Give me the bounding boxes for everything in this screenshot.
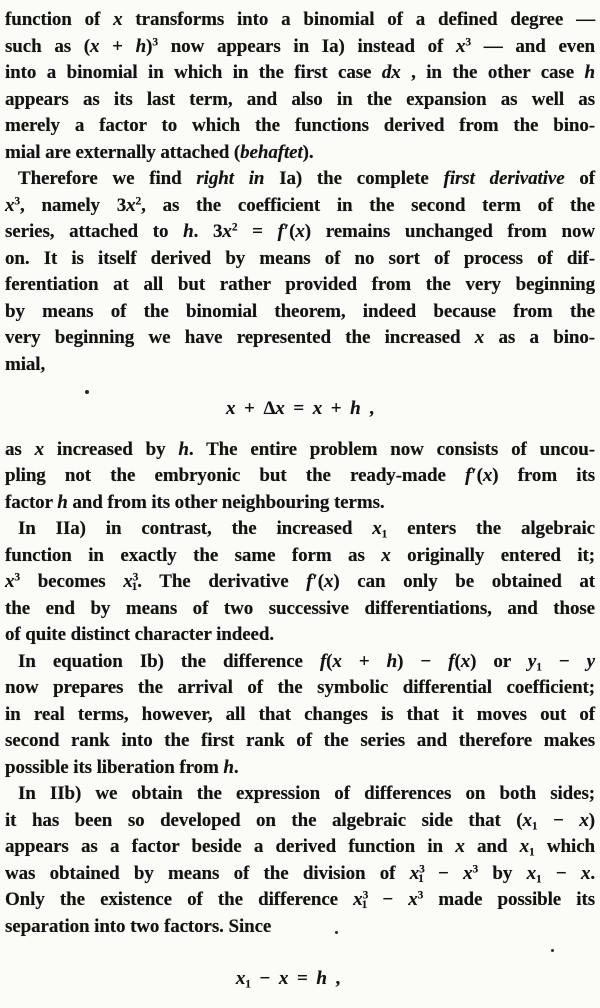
scan-speck <box>335 931 338 934</box>
text-line: mial are externally attached (behaftet). <box>5 141 314 163</box>
text-line: very beginning we have represented the increased x as a bino- <box>5 327 595 348</box>
text-line: pling not the embryonic but the ready-made f′(x) from its <box>5 465 595 486</box>
text-line: of quite distinct character indeed. <box>5 624 274 645</box>
text-line: now prepares the arrival of the symbolic differential coefficient; <box>5 677 595 698</box>
paragraph <box>5 516 595 649</box>
text-line: factor h and from its other neighbouring terms. <box>5 491 385 513</box>
text-line: $x^3$ becomes $x^3_1$. The derivative f′(x) can only be obtained at <box>5 571 595 594</box>
text-line: appears as a factor beside a derived function in x and $x_1$ which <box>5 836 595 859</box>
text-line: In equation Ib) the difference f(x + h) − f(x) or $y_1 - y$ <box>18 650 596 673</box>
text-line: $x^3$, namely $3x^2$, as the coefficient in the second term of the <box>5 194 596 216</box>
text-line: function in exactly the same form as x originally entered it; <box>5 544 595 566</box>
text-line: Therefore we find right in Ia) the complete first derivative of <box>18 168 595 189</box>
text-line: merely a factor to which the functions derived from the bino- <box>5 115 595 136</box>
text-line: on. It is itself derived by means of no sort of process of dif- <box>5 247 595 269</box>
text-line: Only the existence of the difference $x^3_1 - x^3$ made possible its <box>5 889 595 912</box>
text-line: into a binomial in which in the first case dx , in the other case h <box>5 62 595 83</box>
equation: x + Δx = x + h , <box>226 398 374 419</box>
text-line: series, attached to h. $3x^2 = f'(x)$ remains unchanged from now <box>5 221 595 242</box>
equation: $x_1 - x = h$ , <box>235 968 341 991</box>
paragraph <box>5 437 595 517</box>
text-blocks <box>5 7 595 993</box>
text-line: as x increased by h. The entire problem now consists of uncou- <box>5 438 595 460</box>
text-line: by means of the binomial theorem, indeed because from the <box>5 300 595 322</box>
scan-speck <box>85 390 89 394</box>
text-line: the end by means of two successive differentiations, and those <box>5 597 595 619</box>
text-line: second rank into the first rank of the series and therefore makes <box>5 730 595 751</box>
text-line: it has been so developed on the algebraic side that $(x_1 - x)$ <box>5 809 596 832</box>
scan-speck <box>551 949 554 952</box>
text-line: appears as its last term, and also in the expansion as well as <box>5 88 595 110</box>
text-line: ferentiation at all but rather provided from the very beginning <box>5 274 595 295</box>
paragraph <box>5 649 595 782</box>
paragraph <box>5 166 595 378</box>
text-line: possible its liberation from h. <box>5 756 239 778</box>
paragraph <box>5 781 595 940</box>
text-line: In IIb) we obtain the expression of differences on both sides; <box>18 783 595 804</box>
text-line: mial, <box>5 353 46 375</box>
text-line: in real terms, however, all that changes is that it moves out of <box>5 703 595 725</box>
text-line: was obtained by means of the division of $x^3_1 - x^3$ by $x_1 - x$. <box>5 862 596 885</box>
text-line: such as $(x + h)^3$ now appears in Ia) instead of $x^3$ — and even <box>5 35 596 57</box>
text-line: In IIa) in contrast, the increased $x_1$ enters the algebraic <box>18 518 595 541</box>
text-line: separation into two factors. Since <box>5 915 272 937</box>
text-line: function of x transforms into a binomial of a defined degree — <box>5 9 595 30</box>
paragraph <box>5 7 595 166</box>
